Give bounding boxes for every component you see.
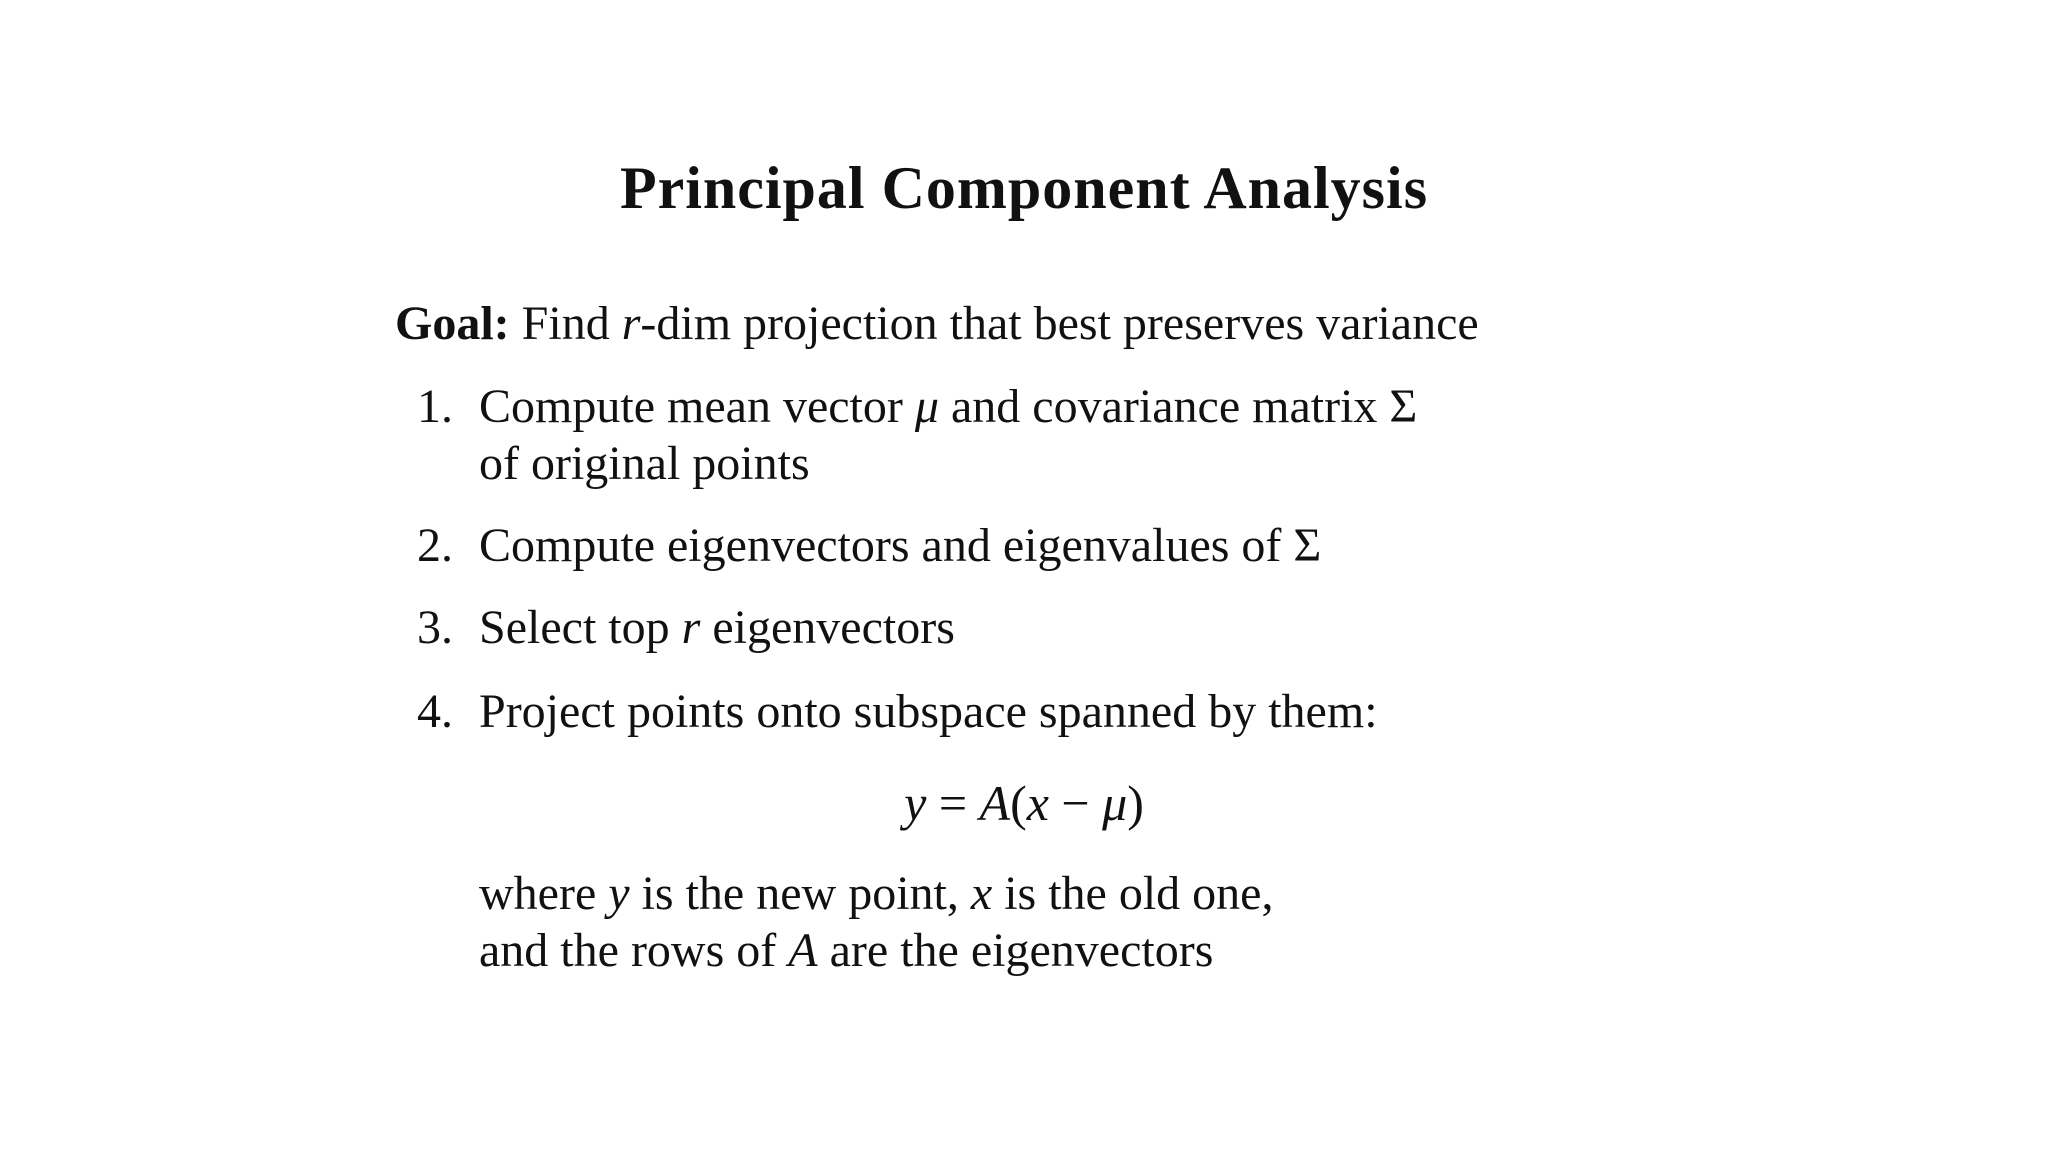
step-2-line [479, 519, 1322, 572]
explanation-text-b: is the new point, [629, 867, 971, 920]
step-4-line: Project points onto subspace spanned by them: [479, 685, 1378, 738]
step-2-number: 2. [417, 519, 453, 572]
goal-label: Goal: [395, 297, 510, 350]
explanation-text-e: are the eigenvectors [817, 924, 1214, 977]
explanation-y: y [608, 867, 630, 920]
goal-text-before: Find [521, 297, 622, 350]
formula-minus: − [1048, 775, 1103, 831]
explanation-line-1 [479, 867, 1274, 920]
step-3-text-a: Select top [479, 601, 682, 654]
step-1-number: 1. [417, 380, 453, 433]
explanation-text-d: and the rows of [479, 924, 789, 977]
step-1-line-1 [479, 380, 1418, 433]
step-1-text-b: and covariance matrix [938, 380, 1390, 433]
formula-open-paren: ( [1010, 775, 1027, 831]
formula-equals: = [926, 775, 980, 831]
formula-mu: μ [1102, 775, 1128, 831]
step-3-number: 3. [417, 601, 453, 654]
step-3-var-r: r [681, 601, 701, 654]
explanation-text-c: is the old one, [992, 867, 1274, 920]
step-3-text-b: eigenvectors [700, 601, 955, 654]
slide-title: Principal Component Analysis [619, 155, 1429, 221]
step-2-sigma: Σ [1293, 519, 1322, 572]
explanation-text-a: where [479, 867, 609, 920]
step-1-sigma: Σ [1389, 380, 1418, 433]
projection-formula [0, 775, 2048, 831]
step-1-mu: μ [914, 380, 939, 433]
step-2-text: Compute eigenvectors and eigenvalues of [479, 519, 1294, 572]
formula-A: A [979, 775, 1011, 831]
step-1-line-2: of original points [479, 437, 810, 490]
goal-var-r: r [621, 297, 641, 350]
goal-text-after: -dim projection that best preserves variance [640, 297, 1479, 350]
step-1-text-a: Compute mean vector [479, 380, 915, 433]
step-3-line [479, 601, 955, 654]
goal-line [395, 297, 1479, 350]
formula-y: y [904, 775, 927, 831]
formula-close-paren: ) [1127, 775, 1144, 831]
explanation-x: x [970, 867, 993, 920]
formula-x: x [1026, 775, 1049, 831]
explanation-A: A [788, 924, 818, 977]
step-4-number: 4. [417, 685, 453, 738]
explanation-line-2 [479, 924, 1214, 977]
